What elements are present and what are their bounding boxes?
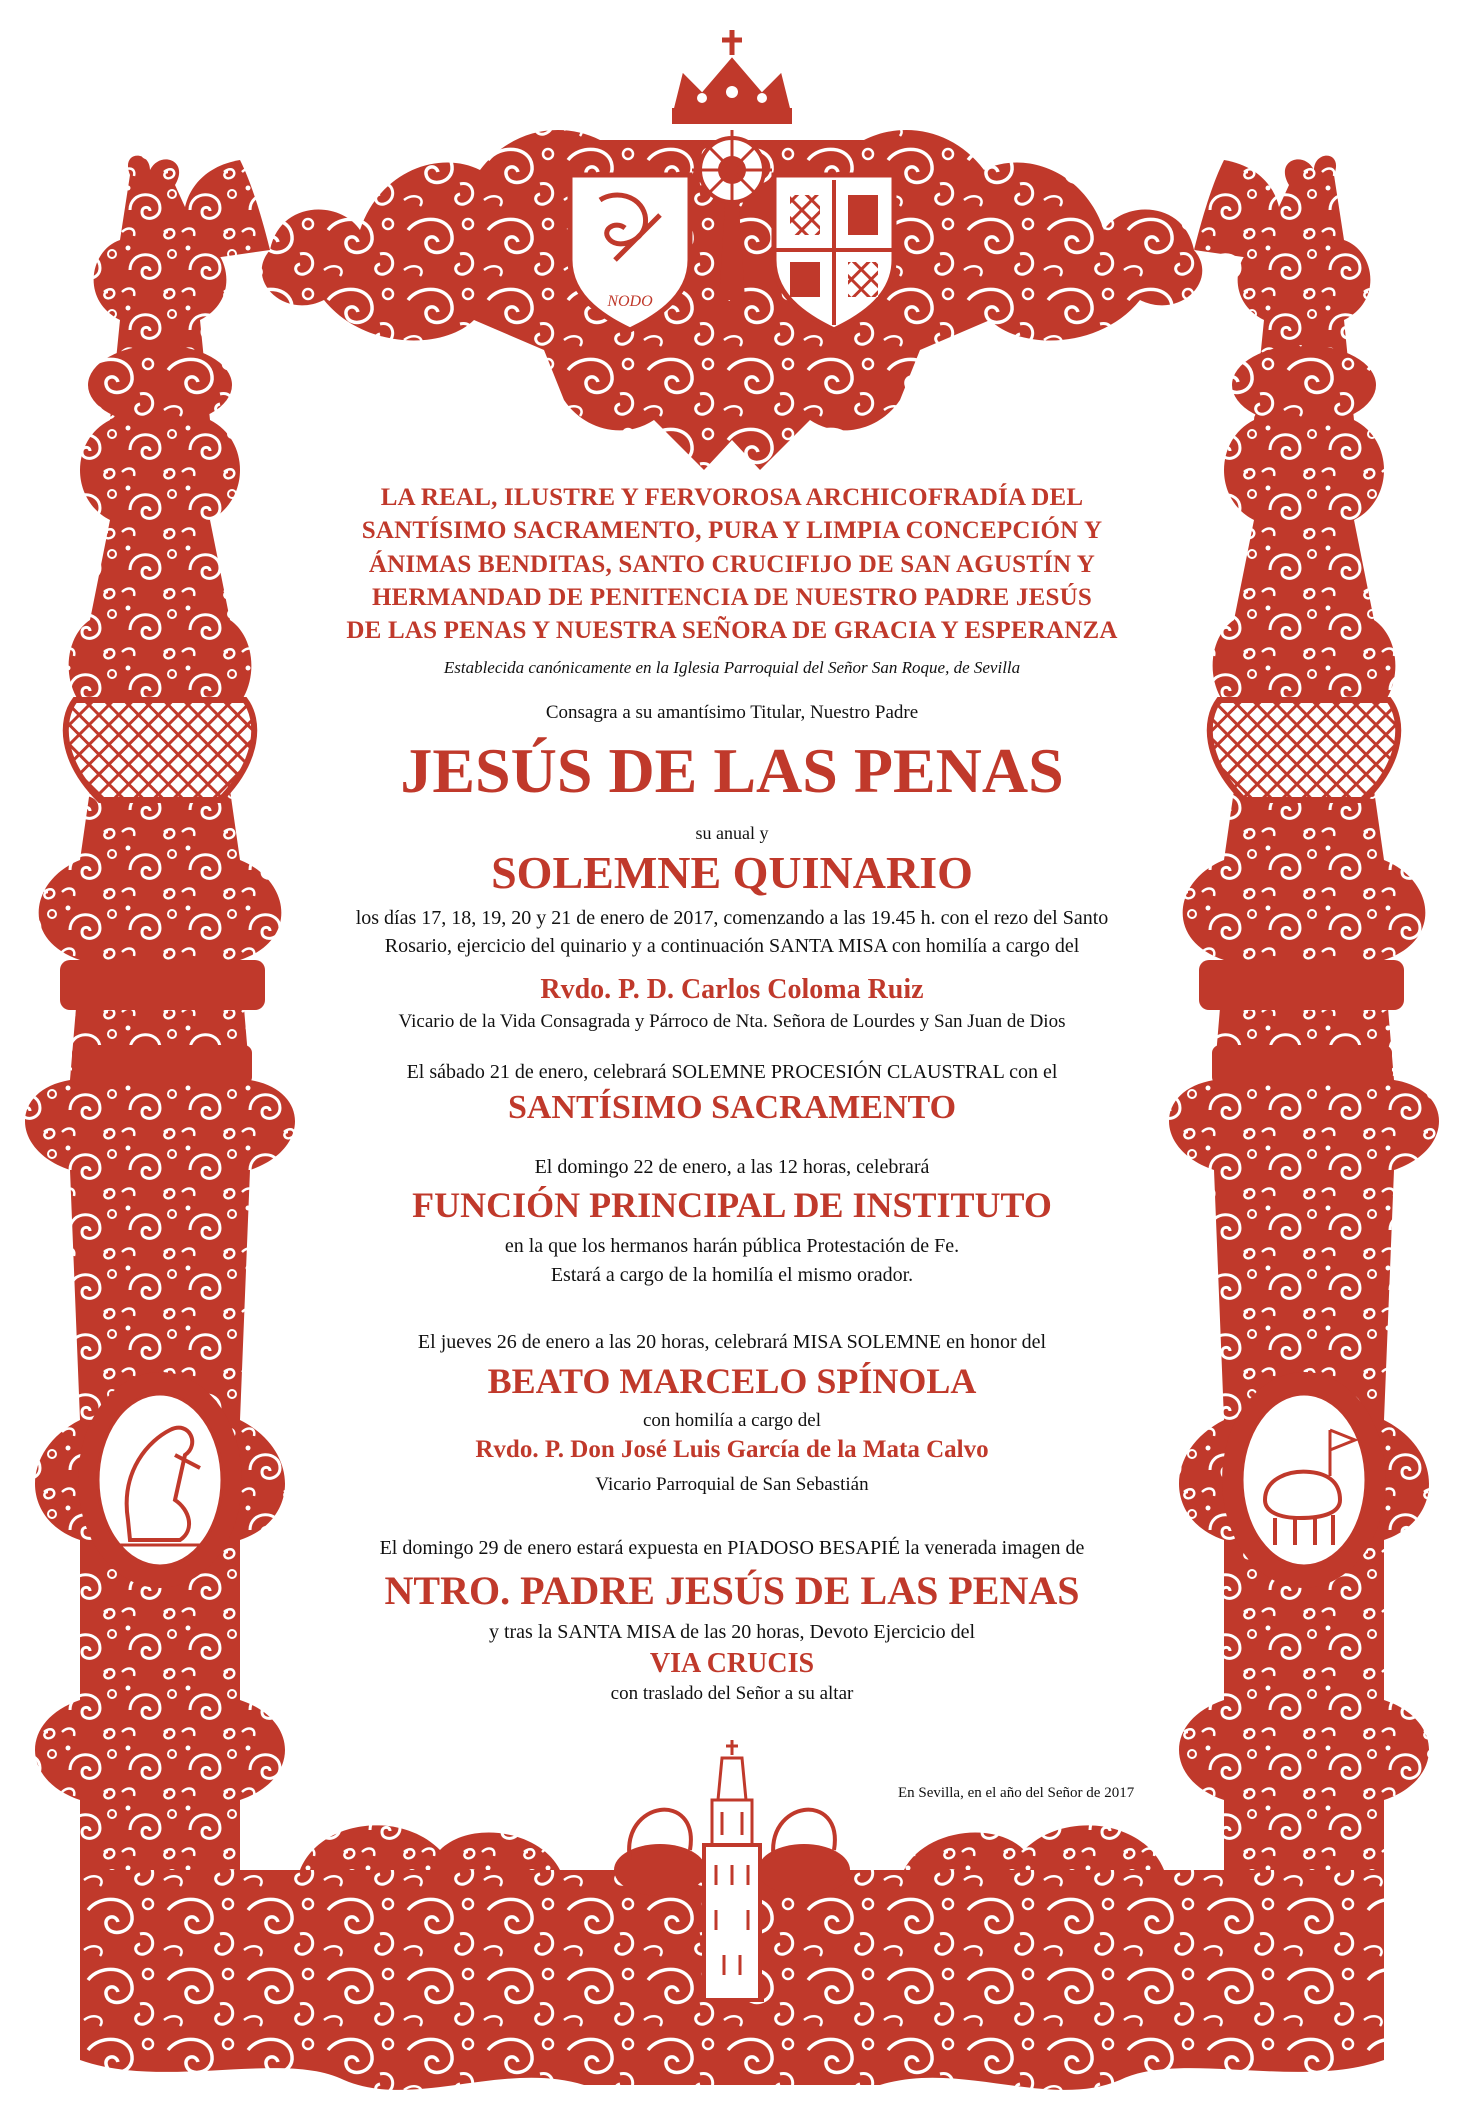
header-line-2: SANTÍSIMO SACRAMENTO, PURA Y LIMPIA CONCEPCIÓN Y — [361, 517, 1103, 544]
procesion-intro: El sábado 21 de enero, celebrará SOLEMNE PROCESIÓN CLAUSTRAL con el — [406, 1061, 1058, 1083]
header-subtitle: Establecida canónicamente en la Iglesia Parroquial del Señor San Roque, de Sevilla — [443, 658, 1021, 677]
pelican-medallion-icon — [78, 1372, 242, 1588]
footer-signature: En Sevilla, en el año del Señor de 2017 — [898, 1785, 1135, 1801]
header-line-3: ÁNIMAS BENDITAS, SANTO CRUCIFIJO DE SAN AGUSTÍN Y — [368, 551, 1096, 578]
quinario-connector: su anual y — [695, 823, 769, 843]
svg-text:NODO: NODO — [607, 293, 653, 310]
funcion-desc-1: en la que los hermanos harán pública Protestación de Fe. — [504, 1235, 960, 1257]
beato-preacher: Rvdo. P. Don José Luis García de la Mata Calvo — [475, 1436, 989, 1463]
quinario-desc-2: Rosario, ejercicio del quinario y a continuación SANTA MISA con homilía a cargo del — [384, 935, 1080, 957]
funcion-desc-2: Estará a cargo de la homilía el mismo orador. — [550, 1264, 914, 1286]
besapie-intro: El domingo 29 de enero estará expuesta en PIADOSO BESAPIÉ la venerada imagen de — [379, 1537, 1085, 1559]
funcion-intro: El domingo 22 de enero, a las 12 horas, celebrará — [534, 1156, 930, 1178]
besapie-desc: y tras la SANTA MISA de las 20 horas, Devoto Ejercicio del — [488, 1621, 976, 1643]
besapie-title: NTRO. PADRE JESÚS DE LAS PENAS — [384, 1568, 1080, 1613]
funcion-title: FUNCIÓN PRINCIPAL DE INSTITUTO — [412, 1185, 1052, 1225]
lamb-medallion-icon — [1222, 1372, 1386, 1588]
header-line-5: DE LAS PENAS Y NUESTRA SEÑORA DE GRACIA Y ESPERANZA — [346, 617, 1118, 644]
procesion-title: SANTÍSIMO SACRAMENTO — [507, 1089, 957, 1126]
quinario-event: SOLEMNE QUINARIO — [491, 847, 973, 898]
header-line-1: LA REAL, ILUSTRE Y FERVOROSA ARCHICOFRADÍA DEL — [380, 484, 1084, 511]
beato-intro: El jueves 26 de enero a las 20 horas, celebrará MISA SOLEMNE en honor del — [417, 1331, 1047, 1353]
besapie-subtitle: VIA CRUCIS — [649, 1648, 815, 1679]
quinario-preacher: Rvdo. P. D. Carlos Coloma Ruiz — [540, 974, 924, 1005]
quinario-title: JESÚS DE LAS PENAS — [400, 735, 1064, 806]
header-line-4: HERMANDAD DE PENITENCIA DE NUESTRO PADRE JESÚS — [372, 584, 1092, 611]
quinario-intro: Consagra a su amantísimo Titular, Nuestro Padre — [545, 702, 919, 723]
beato-preacher-role: Vicario Parroquial de San Sebastián — [595, 1474, 869, 1495]
quinario-preacher-role: Vicario de la Vida Consagrada y Párroco de Nta. Señora de Lourdes y San Juan de Dios — [398, 1011, 1066, 1032]
besapie-closing: con traslado del Señor a su altar — [610, 1683, 854, 1704]
beato-title: BEATO MARCELO SPÍNOLA — [487, 1361, 977, 1401]
right-column-ornament — [1169, 156, 1439, 1870]
quinario-desc-1: los días 17, 18, 19, 20 y 21 de enero de 2017, comenzando a las 19.45 h. con el rezo del Santo — [355, 907, 1109, 929]
beato-connector: con homilía a cargo del — [643, 1410, 821, 1431]
left-column-ornament — [25, 156, 295, 1870]
